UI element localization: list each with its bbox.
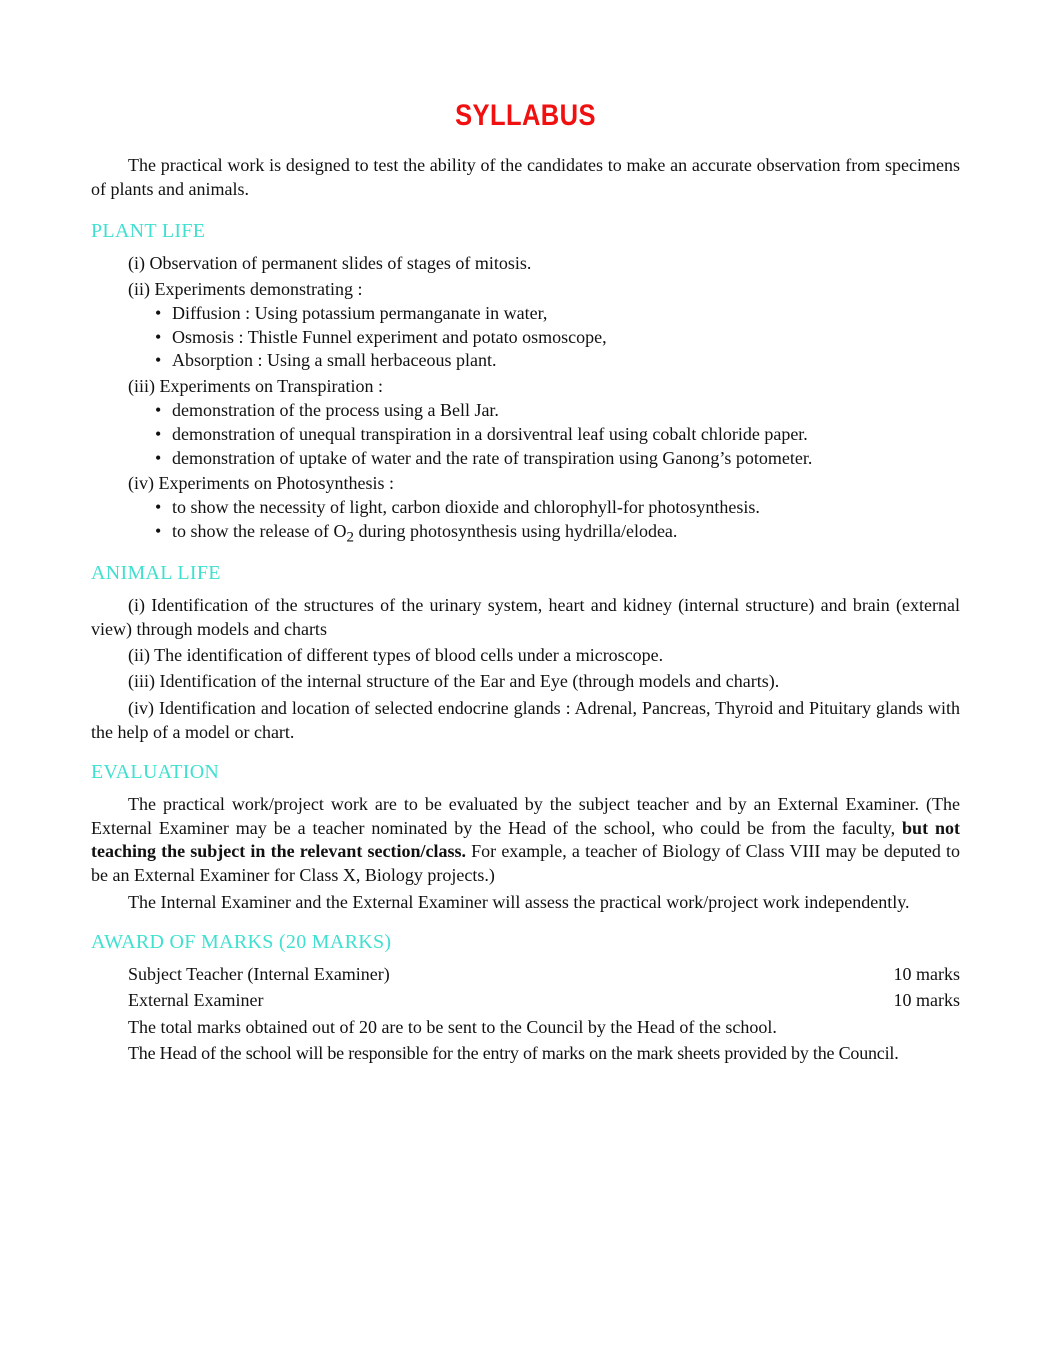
bullet-icon: • [155, 424, 162, 444]
plant-item-i: (i) Observation of permanent slides of stages of mitosis. [128, 253, 532, 273]
marks-row [128, 963, 960, 987]
marks-row [128, 989, 960, 1013]
award-heading: AWARD OF MARKS (20 MARKS) [91, 931, 392, 953]
evaluation-paragraph-2: The Internal Examiner and the External Examiner will assess the practical work/project work independently. [128, 892, 910, 912]
list-item [155, 447, 960, 471]
bullet-text: Absorption : Using a small herbaceous plant. [172, 350, 497, 370]
list-item [155, 496, 960, 520]
bullet-text: Osmosis : Thistle Funnel experiment and potato osmoscope, [172, 327, 607, 347]
bullet-icon: • [155, 350, 162, 370]
award-paragraph-1: The total marks obtained out of 20 are to be sent to the Council by the Head of the school. [128, 1017, 777, 1037]
marks-label: External Examiner [128, 990, 264, 1010]
bullet-text: demonstration of the process using a Bell Jar. [172, 400, 499, 420]
animal-life-heading: ANIMAL LIFE [91, 562, 221, 584]
list-item [155, 423, 960, 447]
list-item [155, 349, 960, 373]
subscript: 2 [346, 529, 354, 546]
text: For example, a teacher of Biology of Class VIII may be deputed to be an External Examiner for Class X, Biology projects.) [91, 841, 960, 885]
bullet-text: Diffusion : Using potassium permanganate in water, [172, 303, 548, 323]
list-item [155, 302, 960, 326]
plant-item-iii: (iii) Experiments on Transpiration : [128, 376, 383, 396]
text: to show the release of O [172, 521, 347, 541]
plant-item-iv: (iv) Experiments on Photosynthesis : [128, 473, 394, 493]
text: during photosynthesis using hydrilla/elodea. [353, 521, 678, 541]
animal-item-i: (i) Identification of the structures of the urinary system, heart and kidney (internal structure) and brain (external view) through models and charts [91, 595, 960, 639]
animal-item-ii: (ii) The identification of different types of blood cells under a microscope. [128, 645, 664, 665]
evaluation-paragraph-1 [91, 793, 960, 887]
text: The practical work/project work are to be evaluated by the subject teacher and by an External Examiner. (The External Examiner may be a teacher nominated by the Head of the school, who could be from the faculty, [91, 794, 960, 838]
bullet-text [172, 521, 678, 546]
list-item [155, 326, 960, 350]
bullet-text: to show the necessity of light, carbon dioxide and chlorophyll-for photosynthesis. [172, 497, 760, 517]
plant-life-heading: PLANT LIFE [91, 220, 206, 242]
animal-item-iii: (iii) Identification of the internal structure of the Ear and Eye (through models and charts). [128, 671, 780, 691]
bullet-text: demonstration of uptake of water and the rate of transpiration using Ganong’s potometer. [172, 448, 813, 468]
intro-paragraph: The practical work is designed to test the ability of the candidates to make an accurate observation from specimens of plants and animals. [91, 155, 960, 199]
marks-value: 10 marks [893, 990, 960, 1010]
page-title: SYLLABUS [455, 99, 596, 132]
list-item [155, 399, 960, 423]
bullet-icon: • [155, 303, 162, 323]
plant-item-ii: (ii) Experiments demonstrating : [128, 279, 363, 299]
bold-text: but not teaching the subject in the relevant section/class. [91, 817, 960, 861]
bullet-icon: • [155, 327, 162, 347]
award-paragraph-2: The Head of the school will be responsible for the entry of marks on the mark sheets provided by the Council. [128, 1043, 899, 1063]
bullet-text: demonstration of unequal transpiration in a dorsiventral leaf using cobalt chloride paper. [172, 424, 808, 444]
bullet-icon: • [155, 448, 162, 468]
bullet-icon: • [155, 400, 162, 420]
bullet-icon: • [155, 497, 162, 517]
bullet-icon: • [155, 521, 162, 541]
animal-item-iv: (iv) Identification and location of selected endocrine glands : Adrenal, Pancreas, Thyroid and Pituitary glands with the help of a model or chart. [91, 698, 960, 742]
marks-label: Subject Teacher (Internal Examiner) [128, 964, 390, 984]
evaluation-heading: EVALUATION [91, 761, 220, 783]
marks-value: 10 marks [893, 964, 960, 984]
list-item [155, 520, 960, 550]
